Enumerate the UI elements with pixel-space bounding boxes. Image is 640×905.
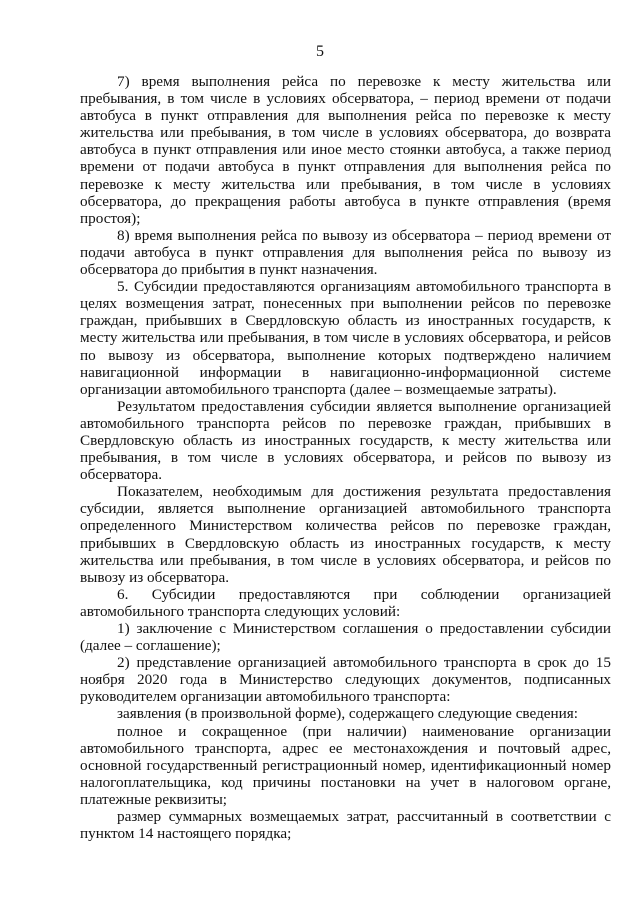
paragraph-cost-amount: размер суммарных возмещаемых затрат, рассчитанный в соответствии с пунктом 14 настоящего порядка;: [80, 808, 611, 843]
paragraph-condition-2: 2) представление организацией автомобильного транспорта в срок до 15 ноября 2020 года в Министерство следующих документов, подписанных руководителем организации автомобильного транспорта:: [80, 654, 611, 706]
paragraph-application: заявления (в произвольной форме), содержащего следующие сведения:: [117, 705, 578, 723]
document-body: [80, 73, 611, 842]
paragraph-item-8: 8) время выполнения рейса по вывозу из обсерватора – период времени от подачи автобуса в пункт отправления для выполнения рейса по вывозу из обсерватора до прибытия в пункт назначения.: [80, 226, 611, 279]
paragraph-result: Результатом предоставления субсидии является выполнение организацией автомобильного транспорта рейсов по перевозке граждан, прибывших в Свердловскую область из иностранных государств, к месту жительства или пребывания, в том числе в условиях обсерватора, и рейсов по вывозу из обсерватора.: [80, 397, 611, 484]
paragraph-organization-details: полное и сокращенное (при наличии) наименование организации автомобильного транспорта, адрес ее местонахождения и почтовый адрес, основной государственный регистрационный номер, идентификационный номер налогоплательщика, код причины постановки на учет в налоговом органе, платежные реквизиты;: [80, 722, 611, 808]
paragraph-indicator: Показателем, необходимым для достижения результата предоставления субсидии, является выполнение организацией автомобильного транспорта определенного Министерством количества рейсов по перевозке граждан, прибывших в Свердловскую область из иностранных государств, к месту жительства или пребывания, в том числе в условиях обсерватора, и рейсов по вывозу из обсерватора.: [80, 483, 611, 586]
paragraph-condition-1: 1) заключение с Министерством соглашения о предоставлении субсидии (далее – соглашение);: [80, 620, 611, 655]
page-number: 5: [316, 43, 324, 60]
paragraph-clause-5: 5. Субсидии предоставляются организациям автомобильного транспорта в целях возмещения затрат, понесенных при выполнении рейсов по перевозке граждан, прибывших в Свердловскую область из иностранных государств, к месту жительства или пребывания, в том числе в условиях обсерватора, и рейсов по вывозу из обсерватора, выполнение которых подтверждено наличием навигационной информации в навигационно-информационной системе организации автомобильного транспорта (далее – возмещаемые затраты).: [80, 278, 611, 398]
paragraph-item-7: 7) время выполнения рейса по перевозке к месту жительства или пребывания, в том числе в условиях обсерватора, – период времени от подачи автобуса в пункт отправления для выполнения рейса по перевозке к месту жительства или пребывания, в том числе в условиях обсерватора, до возврата автобуса в пункт отправления или иное место стоянки автобуса, а также период времени от подачи автобуса в пункт отправления для выполнения рейса по перевозке к месту жительства или пребывания, в том числе в условиях обсерватора, до прекращения работы автобуса в пункте отправления (время простоя);: [80, 73, 611, 227]
paragraph-clause-6: 6. Субсидии предоставляются при соблюдении организацией автомобильного транспорта следующих условий:: [80, 585, 611, 620]
